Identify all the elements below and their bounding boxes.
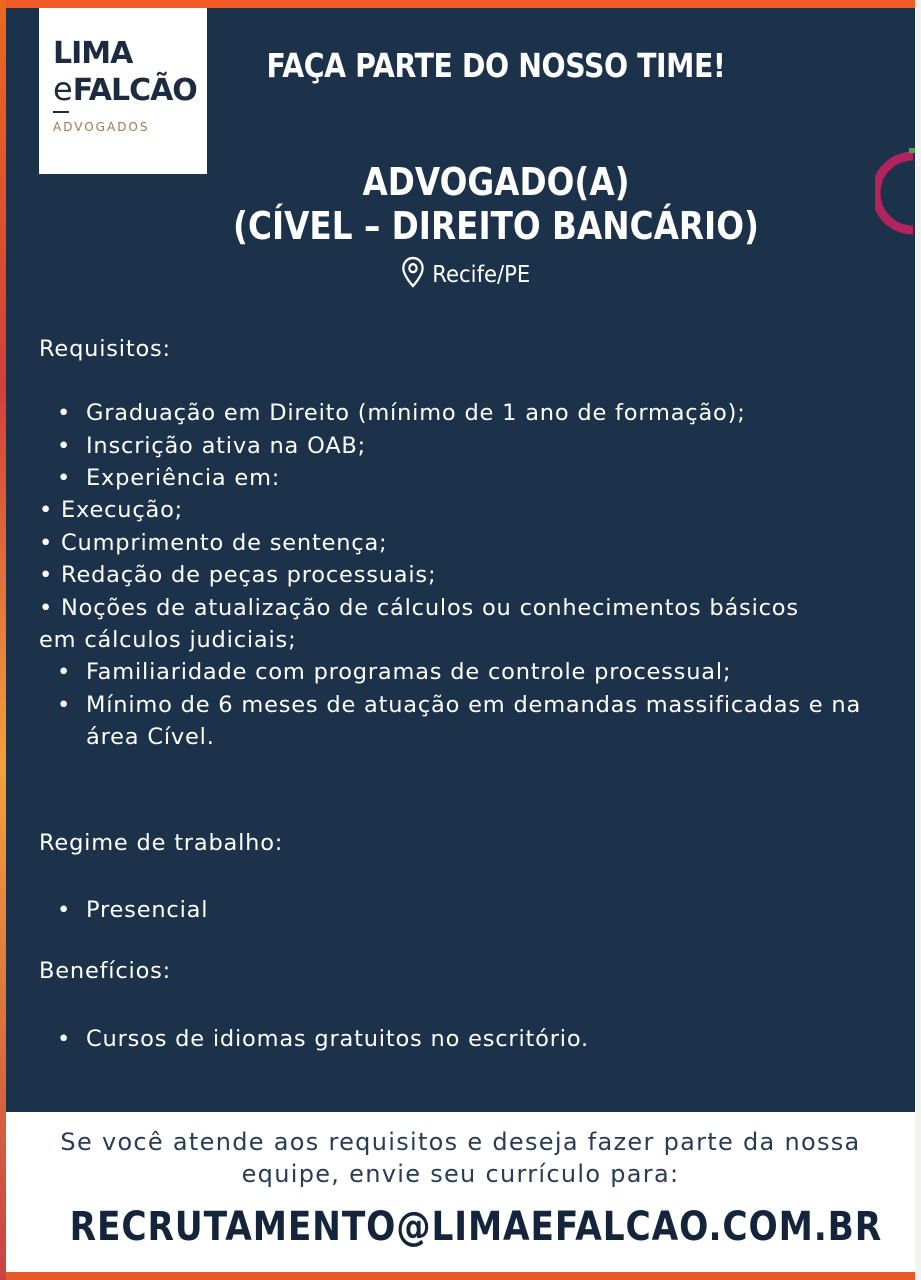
logo-line1: LIMA	[53, 36, 133, 71]
list-item: • Cursos de idiomas gratuitos no escritório.	[39, 1023, 899, 1056]
logo-line2-text: FALCÃO	[72, 73, 197, 108]
job-location	[401, 258, 530, 292]
regime-heading: Regime de trabalho:	[39, 830, 284, 856]
sub-item: • Cumprimento de sentença;	[39, 529, 388, 556]
footer-text: Se você atende aos requisitos e deseja fazer parte da nossa equipe, envie seu currículo para:	[60, 1128, 861, 1188]
logo-rule	[53, 111, 69, 113]
list-item: • Experiência em:	[39, 462, 899, 495]
logo-e: e	[53, 70, 72, 108]
requirements-list-top	[39, 397, 899, 495]
recruitment-email[interactable]: RECRUTAMENTO@LIMAEFALCAO.COM.BR	[69, 1204, 883, 1250]
logo-line2	[53, 70, 197, 108]
list-item: • Familiaridade com programas de controle processual;	[39, 656, 899, 689]
sub-item: • Execução;	[39, 497, 184, 523]
requirements-list-bottom	[39, 656, 899, 754]
job-title-line2: (CÍVEL – DIREITO BANCÁRIO)	[233, 204, 759, 248]
logo-subtitle: ADVOGADOS	[53, 120, 150, 134]
sub-item: • Redação de peças processuais;	[39, 562, 437, 588]
benefits-list	[39, 1023, 899, 1056]
list-item: • Presencial	[39, 894, 899, 927]
requirements-heading: Requisitos:	[39, 336, 171, 362]
decorative-arc	[875, 148, 915, 238]
company-logo	[39, 8, 207, 174]
list-item: • Inscrição ativa na OAB;	[39, 430, 899, 463]
map-pin-icon	[401, 256, 425, 294]
location-text: Recife/PE	[432, 262, 531, 288]
headline: FAÇA PARTE DO NOSSO TIME!	[266, 46, 726, 85]
regime-list	[39, 894, 899, 927]
list-item: • Mínimo de 6 meses de atuação em demandas massificadas e na área Cível.	[39, 689, 889, 754]
list-item: • Graduação em Direito (mínimo de 1 ano de formação);	[39, 397, 899, 430]
sub-item: • Noções de atualização de cálculos ou conhecimentos básicos em cálculos judiciais;	[39, 594, 799, 653]
job-title-line1: ADVOGADO(A)	[362, 160, 630, 204]
top-border	[0, 0, 921, 8]
right-border	[915, 0, 921, 1280]
job-title	[221, 160, 771, 248]
footer-banner	[6, 1112, 915, 1272]
benefits-heading: Benefícios:	[39, 958, 172, 984]
job-posting-card	[6, 8, 915, 1272]
experience-sub-list	[39, 494, 899, 657]
